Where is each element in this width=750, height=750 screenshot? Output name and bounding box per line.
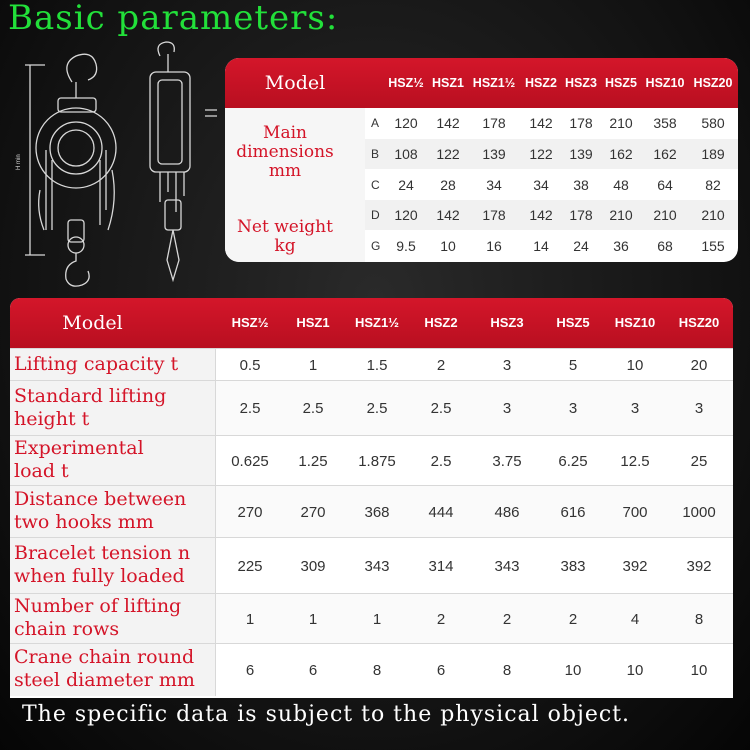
table-cell: 2.5 (239, 400, 261, 417)
table-cell: 3.75 (492, 452, 522, 470)
row-label (10, 538, 216, 594)
table-cell: 358 (653, 115, 677, 131)
main-dimensions-label: Main dimensions mm (236, 123, 334, 181)
dimensions-row (365, 200, 738, 230)
col-header: HSZ1 (296, 315, 330, 330)
table-cell: 178 (569, 115, 593, 131)
table-cell: 4 (630, 610, 640, 628)
col-header: HSZ20 (678, 315, 720, 330)
model-header: Model (264, 72, 326, 94)
table-cell: 38 (573, 176, 589, 193)
table-cell: 2.5 (430, 400, 452, 417)
table-cell: 343 (364, 557, 390, 575)
table-cell: 108 (394, 145, 418, 162)
table-cell: 142 (529, 115, 553, 131)
table-cell: 142 (436, 115, 460, 131)
row-label (10, 381, 216, 436)
table-row (10, 435, 733, 486)
table-cell: 210 (609, 207, 633, 224)
col-header: HSZ2 (424, 315, 458, 330)
table-cell: 1000 (682, 503, 716, 521)
table-cell: 178 (482, 207, 506, 224)
table-cell: 392 (622, 557, 648, 575)
table-cell: 3 (502, 400, 512, 417)
table-cell: 14 (533, 238, 549, 255)
model-header: Model (62, 312, 123, 334)
dimension-label: H min (16, 154, 22, 170)
table-cell: 178 (569, 207, 593, 224)
col-header: HSZ3 (490, 315, 524, 330)
table-cell: 1 (308, 610, 318, 628)
table-cell: 9.5 (396, 238, 416, 255)
dimensions-table (225, 58, 738, 262)
table-cell: 10 (626, 661, 644, 679)
table-cell: 10 (564, 661, 582, 679)
table-cell: 383 (560, 557, 586, 575)
table-row (10, 537, 733, 594)
table-cell: 343 (494, 557, 520, 575)
table-cell: 8 (694, 610, 704, 628)
row-label-line: Experimental (14, 437, 144, 459)
table-cell: 2.5 (430, 452, 452, 470)
table-row (10, 593, 733, 644)
col-header: HSZ½ (388, 76, 424, 90)
table-cell: 155 (701, 238, 725, 255)
table-cell: 10 (440, 238, 456, 255)
table-cell: 1 (245, 610, 255, 628)
table-cell: 1.25 (298, 452, 328, 470)
dimension-letter: B (371, 146, 380, 161)
table-cell: 64 (657, 176, 673, 193)
table-cell: 20 (690, 356, 708, 374)
row-label-line: Bracelet tension n (14, 542, 191, 564)
table-cell: 314 (428, 557, 454, 575)
table-cell: 2.5 (302, 400, 324, 417)
specifications-table (10, 298, 733, 698)
col-header: HSZ5 (556, 315, 590, 330)
table-cell: 16 (486, 238, 502, 255)
table-cell: 2 (502, 610, 512, 628)
table-cell: 309 (300, 557, 326, 575)
row-label-line: two hooks mm (14, 511, 154, 533)
row-label (10, 486, 216, 538)
dimensions-row (365, 108, 738, 138)
row-label-line: when fully loaded (14, 565, 185, 587)
table-cell: 10 (690, 661, 708, 679)
table-cell: 1 (308, 356, 318, 374)
table-cell: 2 (436, 610, 446, 628)
table-cell: 6.25 (558, 452, 588, 470)
table-cell: 2 (436, 356, 446, 374)
col-header: HSZ1½ (472, 76, 516, 90)
dimensions-side-labels (225, 108, 365, 262)
table-cell: 0.5 (239, 356, 261, 374)
dimensions-row (365, 139, 738, 169)
table-cell: 3 (502, 356, 512, 374)
col-header: HSZ1½ (354, 315, 400, 330)
table-cell: 189 (701, 145, 725, 162)
chain-hoist-diagram (0, 40, 222, 290)
table-cell: 24 (573, 238, 589, 255)
table-cell: 120 (394, 115, 418, 131)
table-cell: 25 (690, 452, 708, 470)
row-label (10, 436, 216, 486)
col-header: HSZ1 (432, 76, 464, 90)
table-cell: 368 (364, 503, 390, 521)
col-header: HSZ5 (605, 76, 637, 90)
footnote: The specific data is subject to the physical object. (22, 702, 631, 727)
table-cell: 12.5 (620, 452, 650, 470)
dimensions-table-header (225, 58, 738, 108)
dimensions-row (365, 231, 738, 261)
table-cell: 5 (568, 356, 578, 374)
table-cell: 270 (300, 503, 326, 521)
col-header: HSZ3 (565, 76, 597, 90)
row-label (10, 349, 216, 381)
dimension-letter: D (371, 208, 380, 223)
dimension-letter: A (371, 116, 380, 130)
table-cell: 122 (436, 145, 460, 162)
table-cell: 392 (686, 557, 712, 575)
table-cell: 68 (657, 238, 673, 255)
table-row (10, 348, 733, 381)
table-cell: 10 (626, 356, 644, 374)
table-cell: 444 (428, 503, 454, 521)
table-cell: 700 (622, 503, 648, 521)
table-cell: 6 (245, 661, 255, 679)
row-label (10, 644, 216, 696)
table-cell: 210 (653, 207, 677, 224)
row-label-line: Lifting capacity t (14, 352, 179, 375)
table-cell: 178 (482, 115, 506, 131)
table-cell: 36 (613, 238, 629, 255)
dimension-letter: G (371, 239, 381, 254)
table-cell: 3 (630, 400, 640, 417)
table-cell: 122 (529, 145, 553, 162)
table-cell: 142 (529, 207, 553, 224)
table-cell: 120 (394, 207, 418, 224)
row-label-line: Number of lifting (14, 595, 182, 617)
table-row (10, 380, 733, 436)
col-header: HSZ20 (693, 76, 733, 90)
table-cell: 225 (237, 557, 263, 575)
row-label-line: Crane chain round (14, 646, 195, 668)
table-row (10, 643, 733, 696)
table-cell: 486 (494, 503, 520, 521)
table-cell: 34 (486, 176, 502, 193)
col-header: HSZ½ (231, 315, 269, 330)
table-cell: 210 (701, 207, 725, 224)
row-label-line: Standard lifting (14, 384, 167, 407)
table-cell: 139 (569, 145, 593, 162)
table-cell: 28 (440, 176, 456, 193)
table-cell: 142 (436, 207, 460, 224)
table-cell: 48 (613, 176, 629, 193)
table-cell: 0.625 (231, 452, 269, 470)
table-cell: 2.5 (366, 400, 388, 417)
col-header: HSZ10 (645, 76, 685, 90)
dimensions-row (365, 170, 738, 200)
table-cell: 3 (568, 400, 578, 417)
row-label-line: chain rows (14, 618, 120, 640)
table-cell: 3 (694, 400, 704, 417)
table-cell: 6 (308, 661, 318, 679)
net-weight-label: Net weight kg (237, 217, 333, 256)
table-cell: 162 (653, 145, 677, 162)
table-cell: 82 (705, 176, 721, 193)
table-cell: 8 (502, 661, 512, 679)
table-cell: 6 (436, 661, 446, 679)
row-label-line: height t (14, 407, 90, 430)
table-cell: 270 (237, 503, 263, 521)
table-cell: 210 (609, 115, 633, 131)
table-cell: 616 (560, 503, 586, 521)
table-row (10, 485, 733, 538)
table-cell: 1.5 (366, 356, 388, 374)
page-title: Basic parameters: (8, 0, 339, 38)
table-cell: 1.875 (358, 452, 396, 470)
specifications-table-header (10, 298, 733, 348)
table-cell: 580 (701, 115, 725, 131)
table-cell: 8 (372, 661, 382, 679)
row-label (10, 594, 216, 644)
row-label-line: Distance between (14, 488, 187, 510)
col-header: HSZ10 (614, 315, 656, 330)
table-cell: 34 (533, 176, 549, 193)
table-cell: 2 (568, 610, 578, 628)
col-header: HSZ2 (525, 76, 557, 90)
row-label-line: load t (14, 460, 69, 482)
dimension-letter: C (371, 177, 380, 192)
table-cell: 1 (372, 610, 382, 628)
table-cell: 162 (609, 145, 633, 162)
table-cell: 139 (482, 145, 506, 162)
row-label-line: steel diameter mm (14, 669, 195, 691)
table-cell: 24 (398, 176, 414, 193)
